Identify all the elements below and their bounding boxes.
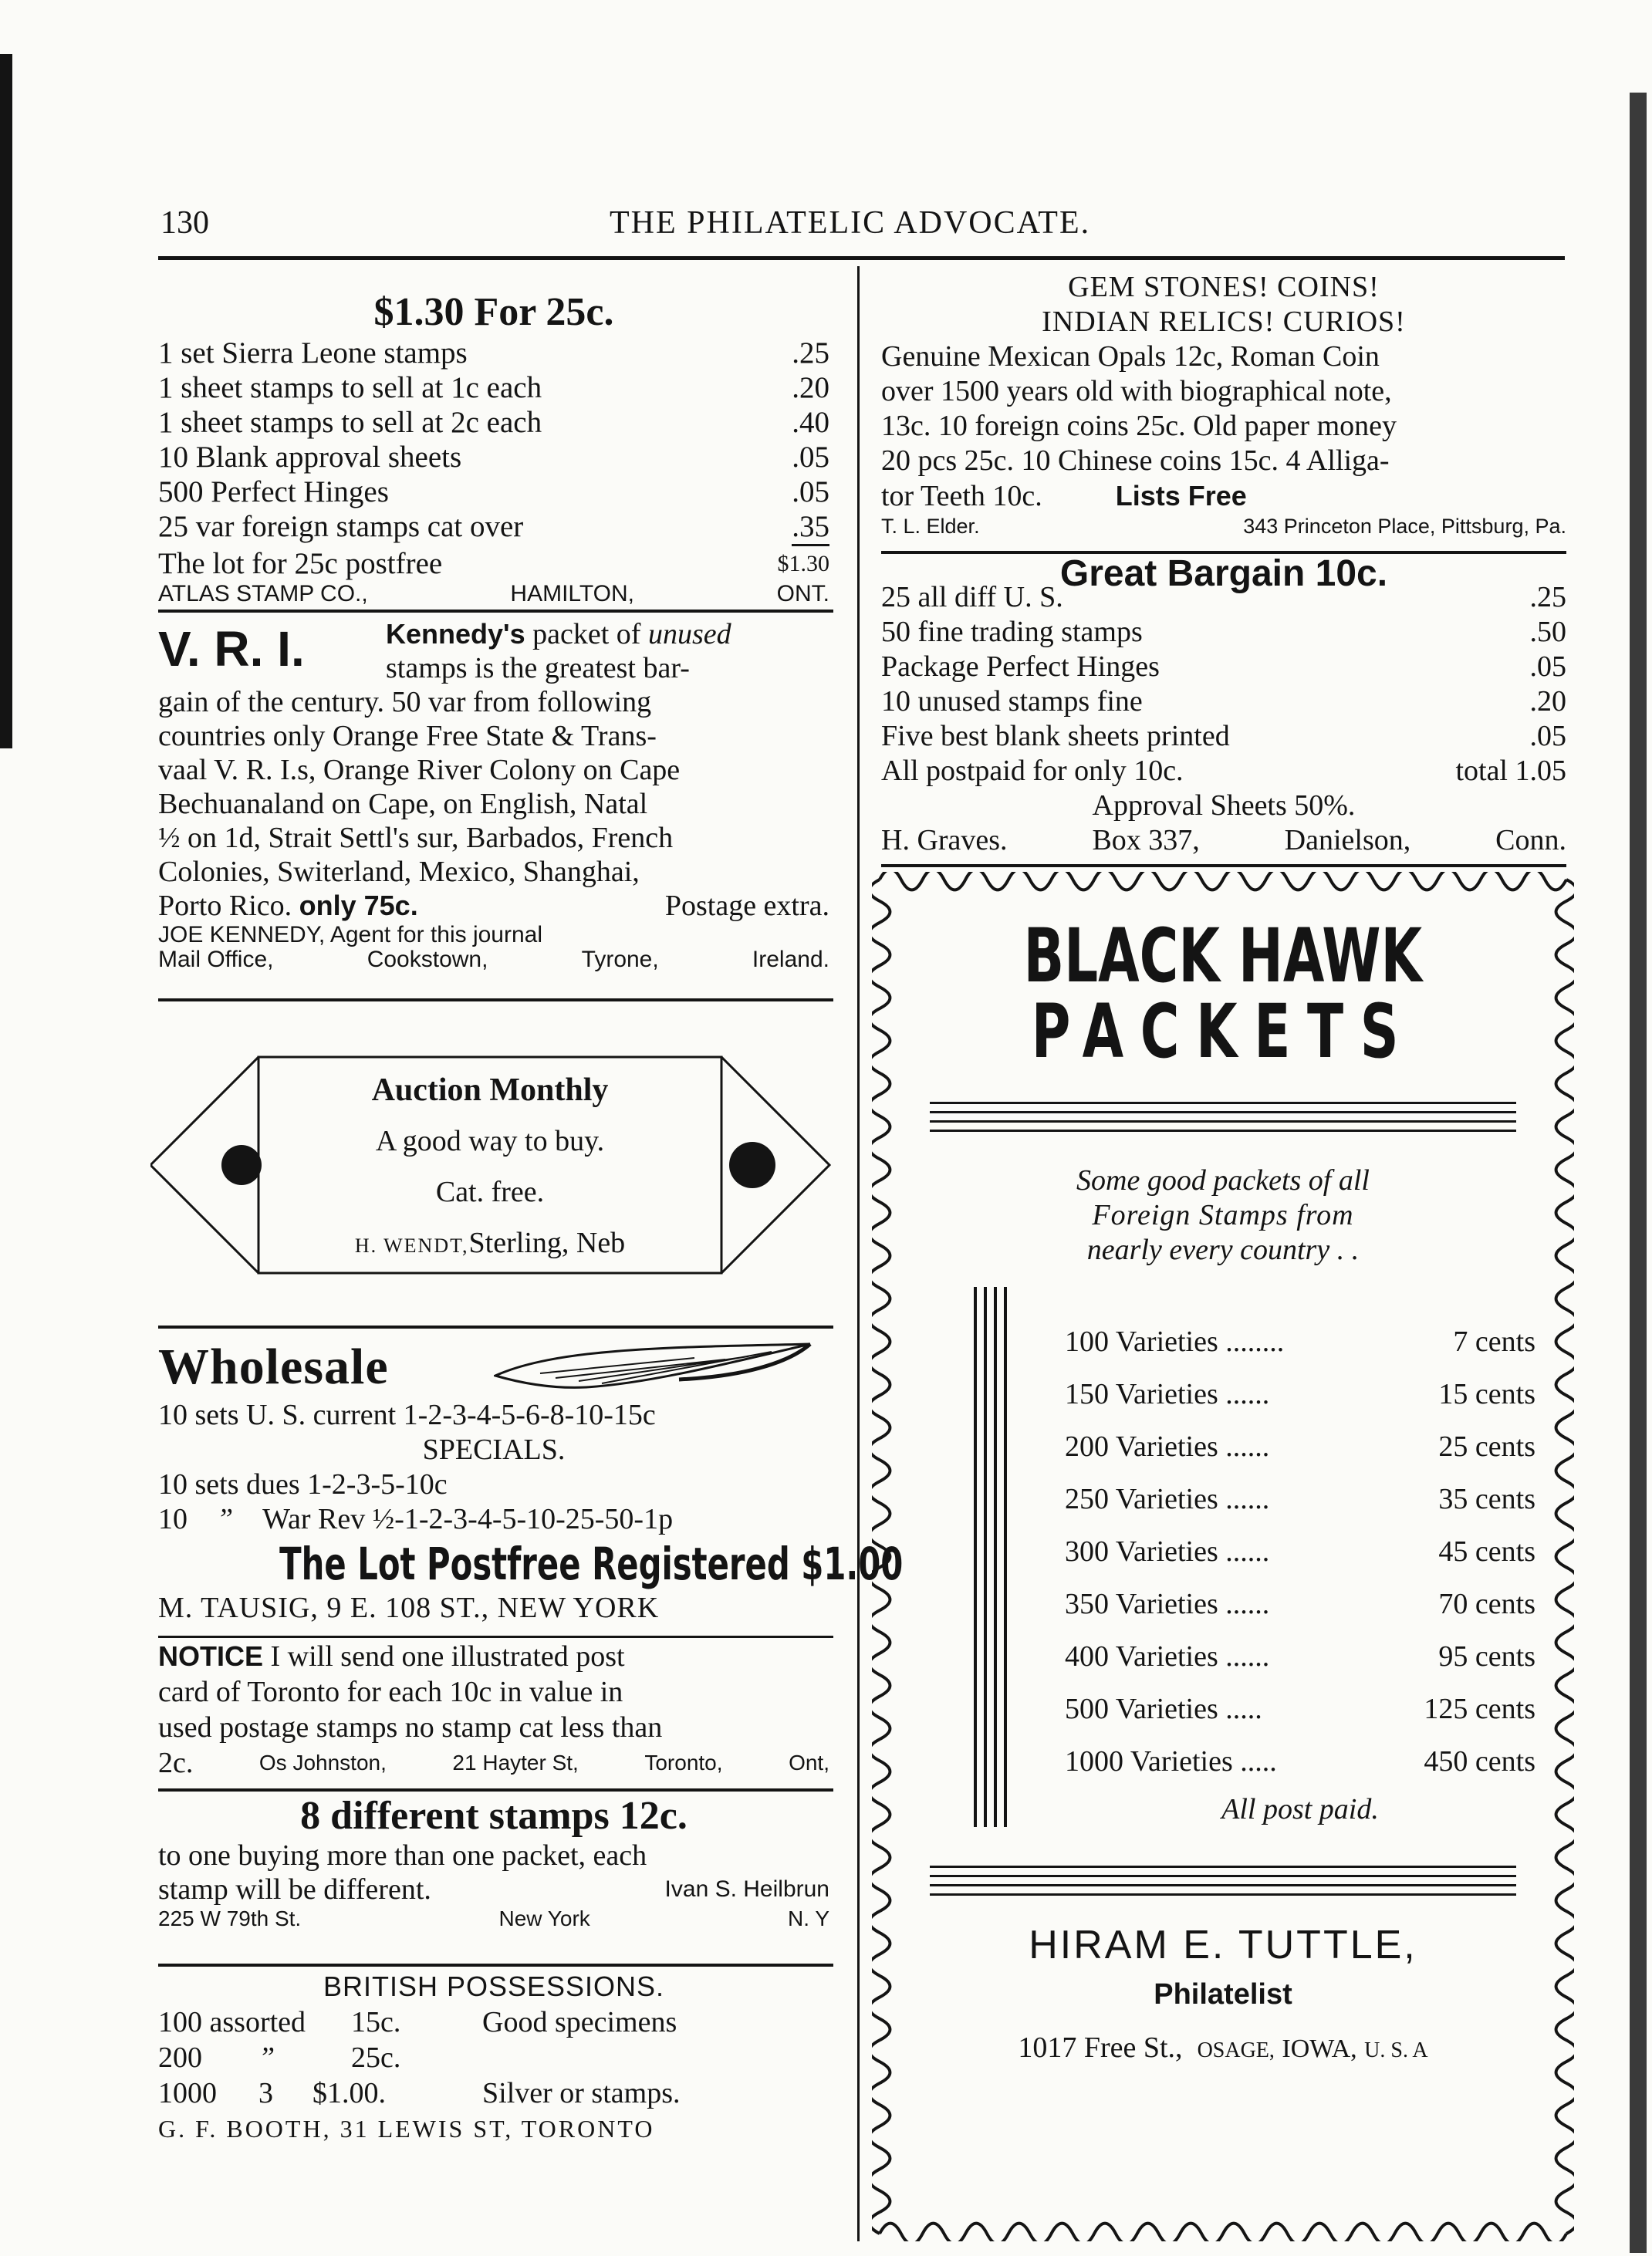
dealer-role: Philatelist — [1154, 1978, 1292, 2011]
blackhawk-dealer-block — [895, 1921, 1551, 2079]
atlas-items — [158, 336, 829, 581]
elder-lists: Lists Free — [1115, 480, 1247, 512]
ad-graves: Great Bargain 10c. 25 all diff U. S. .25 50 fine trading stamps .50 Package Perfect Hinges .05 10 unused stamps fine .20 Five best blank sheets printed .05 All postpaid for only 10c. total 1.05 Approval Sheets 50%. H. Graves. Box 337, Danielson, Conn. — [881, 553, 1566, 856]
dealer-name: HIRAM E. TUTTLE, — [1029, 1923, 1417, 1967]
elder-title-2: INDIAN RELICS! CURIOS! — [1042, 306, 1406, 338]
kennedy-footer: Mail Office, Cookstown, Tyrone, Ireland. — [158, 947, 829, 972]
ad-atlas — [158, 289, 829, 607]
wholesale-lot: The Lot Postfree Registered $1.00 — [279, 1538, 904, 1590]
atlas-item: 10 Blank approval sheets .05 — [158, 441, 829, 474]
ad-auction: Auction Monthly A good way to buy. Cat. free. H. WENDT,Sterling, Neb — [258, 1065, 721, 1272]
variety-row: 150 Varieties ...... 15 cents — [1065, 1378, 1535, 1410]
blackhawk-rule-2 — [930, 1111, 1516, 1113]
ad-kennedy: V. R. I. Kennedy's packet of unused stamps is the greatest bar- gain of the century. 50 var from following countries only Orange Free State & Trans- vaal V. R. I.s, Orange River Colony on Cape Bechuanaland on Cape, on English, Natal ½ on 1d, Strait Settl's sur, Barbados, French Colonies, Switerland, Mexico, Shanghai, Porto Rico. only 75c. Postage extra. JOE KENNEDY, Agent for this journal Mail Office, Cookstown, Tyrone, Ireland. — [158, 618, 829, 972]
atlas-item: 25 var foreign stamps cat over .35 — [158, 509, 829, 546]
punch-hole-left — [221, 1145, 262, 1185]
rule-atlas — [158, 610, 833, 613]
vri-mark: V. R. I. — [158, 621, 305, 677]
wavy-border-segment — [1556, 880, 1574, 2234]
blackhawk-rule-8 — [930, 1893, 1516, 1896]
auction-title: Auction Monthly — [371, 1072, 609, 1108]
blackhawk-vbar-4 — [1004, 1287, 1007, 1827]
variety-row: 100 Varieties ........ 7 cents — [1065, 1326, 1535, 1358]
ad-elder: GEM STONES! COINS! INDIAN RELICS! CURIOS! Genuine Mexican Opals 12c, Roman Coin over 1500 years old with biographical note, 13c. 10 foreign coins 25c. Old paper money 20 pcs 25c. 10 Chinese coins 15c. 4 Alliga- tor Teeth 10c. Lists Free T. L. Elder. 343 Princeton Place, Pittsburg, Pa. — [881, 271, 1566, 538]
blackhawk-rule-7 — [930, 1884, 1516, 1886]
kennedy-text-line: vaal V. R. I.s, Orange River Colony on Cape — [158, 754, 681, 786]
rule-wholesale-top — [158, 1326, 833, 1329]
kennedy-text-line: ½ on 1d, Strait Settl's sur, Barbados, French — [158, 822, 674, 854]
kennedy-agent: JOE KENNEDY, Agent for this journal — [158, 922, 543, 947]
scan-edge-left — [0, 54, 12, 748]
british-footer: G. F. BOOTH, 31 LEWIS ST, TORONTO — [158, 2115, 655, 2143]
heilbrun-headline: 8 different stamps 12c. — [300, 1794, 687, 1838]
rule-notice — [158, 1636, 833, 1638]
rule-british — [158, 1964, 833, 1967]
blackhawk-vbar-2 — [984, 1287, 987, 1827]
atlas-item: 1 sheet stamps to sell at 1c each .20 — [158, 371, 829, 404]
kennedy-price-line: Porto Rico. only 75c. Postage extra. — [158, 890, 829, 922]
ad-wholesale: 10 sets U. S. current 1-2-3-4-5-6-8-10-15c SPECIALS. 10 sets dues 1-2-3-5-10c 10 ” War Rev ½-1-2-3-4-5-10-25-50-1p The Lot Postfree Registered $1.00 M. TAUSIG, 9 E. 108 ST., NEW YORK — [158, 1399, 904, 1624]
variety-row: 1000 Varieties ..... 450 cents — [1065, 1745, 1535, 1778]
atlas-lot: The lot for 25c postfree $1.30 — [158, 547, 829, 580]
kennedy-price: only 75c. — [299, 890, 418, 921]
graves-headline: Great Bargain 10c. — [1059, 553, 1388, 594]
ad-heilbrun: 8 different stamps 12c. to one buying more than one packet, each stamp will be different. Ivan S. Heilbrun 225 W 79th St. New York N. Y — [158, 1794, 829, 1930]
journal-title: THE PHILATELIC ADVOCATE. — [610, 205, 1091, 241]
blackhawk-title-1: BLACK HAWK — [1023, 913, 1423, 999]
elder-title-1: GEM STONES! COINS! — [1068, 271, 1380, 303]
page-number: 130 — [160, 205, 209, 241]
wavy-border-segment — [880, 2224, 1566, 2241]
kennedy-text-line: countries only Orange Free State & Trans- — [158, 720, 657, 752]
auction-signer: H. WENDT,Sterling, Neb — [354, 1227, 626, 1259]
atlas-item: 1 set Sierra Leone stamps .25 — [158, 336, 829, 370]
blackhawk-price-list — [1065, 1315, 1535, 1831]
variety-row: 350 Varieties ...... 70 cents — [1065, 1588, 1535, 1620]
blackhawk-rule-1 — [930, 1102, 1516, 1104]
variety-row: 500 Varieties ..... 125 cents — [1065, 1693, 1535, 1725]
blackhawk-title-2: PACKETS — [1031, 988, 1415, 1075]
ad-british: BRITISH POSSESSIONS. 100 assorted 15c. Good specimens 200 ” 25c. 1000 3 $1.00. Silver or stamps. G. F. BOOTH, 31 LEWIS ST, TORONTO — [158, 1969, 829, 2146]
header-rule — [158, 256, 1565, 260]
variety-row: 400 Varieties ...... 95 cents — [1065, 1640, 1535, 1673]
blackhawk-rule-3 — [930, 1120, 1516, 1123]
blackhawk-rule-6 — [930, 1875, 1516, 1877]
wholesale-address: M. TAUSIG, 9 E. 108 ST., NEW YORK — [158, 1592, 660, 1624]
kennedy-text-line: gain of the century. 50 var from following — [158, 686, 652, 718]
variety-row: 200 Varieties ...... 25 cents — [1065, 1430, 1535, 1463]
atlas-item: 500 Perfect Hinges .05 — [158, 475, 829, 508]
wholesale-title: Wholesale — [158, 1339, 389, 1395]
ad-notice: NOTICE I will send one illustrated post card of Toronto for each 10c in value in used postage stamps no stamp cat less than 2c. Os Johnston, 21 Hayter St, Toronto, Ont, — [158, 1640, 829, 1779]
kennedy-text-line: Colonies, Switerland, Mexico, Shanghai, — [158, 856, 640, 888]
notice-lead: NOTICE — [158, 1640, 264, 1672]
punch-hole-right — [729, 1142, 775, 1188]
ad-blackhawk — [895, 913, 1551, 1075]
atlas-item: 1 sheet stamps to sell at 2c each .40 — [158, 406, 829, 439]
rule-kennedy — [158, 998, 833, 1001]
variety-row: 250 Varieties ...... 35 cents — [1065, 1483, 1535, 1515]
british-title: BRITISH POSSESSIONS. — [323, 1971, 665, 2002]
rule-heilbrun — [158, 1788, 833, 1792]
variety-row: 300 Varieties ...... 45 cents — [1065, 1535, 1535, 1568]
rule-graves — [881, 864, 1566, 867]
dealer-address: 1017 Free St., OSAGE, IOWA, U. S. A — [1018, 2031, 1428, 2064]
blackhawk-vbar-3 — [994, 1287, 997, 1827]
quill-pen-icon — [494, 1341, 818, 1395]
blackhawk-rule-5 — [930, 1866, 1516, 1868]
kennedy-name: Kennedy's — [386, 618, 525, 650]
blackhawk-vbar-1 — [974, 1287, 977, 1827]
blackhawk-intro: Some good packets of all Foreign Stamps from nearly every country . . — [1076, 1164, 1370, 1266]
column-divider — [857, 266, 860, 2241]
atlas-footer: ATLAS STAMP CO., HAMILTON, ONT. — [158, 581, 829, 606]
atlas-headline: $1.30 For 25c. — [373, 290, 614, 334]
kennedy-text-line: Bechuanaland on Cape, on English, Natal — [158, 788, 648, 820]
wavy-border-segment — [880, 872, 1566, 890]
blackhawk-rule-4 — [930, 1130, 1516, 1132]
scan-edge-right — [1630, 93, 1647, 2253]
blackhawk-postpaid: All post paid. — [1221, 1793, 1379, 1825]
wavy-border-segment — [872, 880, 890, 2234]
